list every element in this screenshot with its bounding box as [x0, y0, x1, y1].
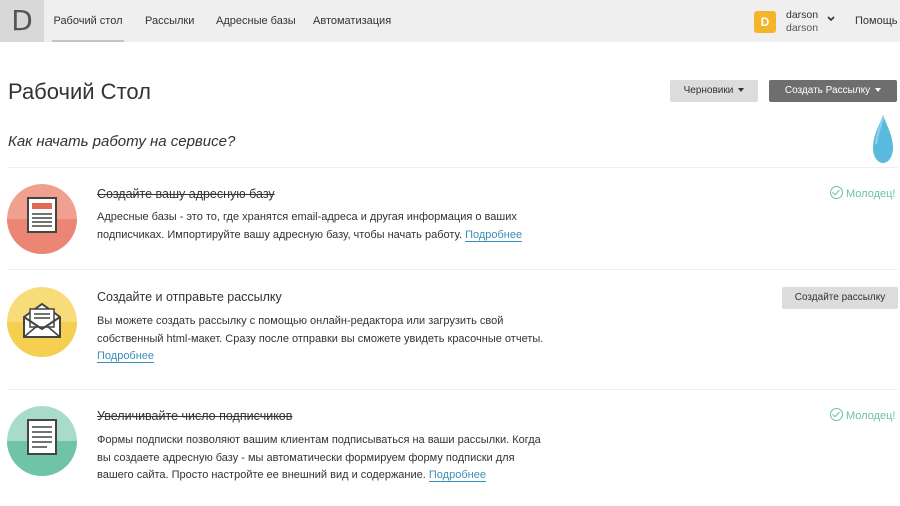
- caret-down-icon: [875, 88, 881, 92]
- page-title: Рабочий Стол: [8, 79, 151, 104]
- top-navbar: [0, 0, 900, 42]
- create-campaign-step-button[interactable]: Создайте рассылку: [782, 287, 898, 309]
- caret-down-icon: [738, 88, 744, 92]
- user-name: darson: [786, 9, 819, 21]
- step-title-grow-subscribers: Увеличивайте число подписчиков: [97, 409, 293, 423]
- step-title-send-campaign: Создайте и отправьте рассылку: [97, 290, 282, 304]
- divider: [8, 269, 898, 270]
- nav-item-dashboard[interactable]: Рабочий стол: [52, 0, 124, 42]
- droplet-icon: [872, 114, 894, 164]
- logo[interactable]: D: [0, 0, 44, 42]
- form-document-icon: [7, 406, 77, 476]
- nav-item-address-books[interactable]: Адресные базы: [216, 15, 296, 27]
- user-login: darson: [786, 22, 819, 34]
- status-badge: [830, 186, 895, 200]
- more-link[interactable]: Подробнее: [465, 228, 523, 241]
- chevron-down-icon[interactable]: [826, 13, 836, 25]
- drafts-label: Черновики: [683, 85, 734, 96]
- status-badge: [830, 408, 895, 422]
- more-link[interactable]: Подробнее: [428, 469, 486, 481]
- step-text: Вы можете создать рассылку с помощью онлайн-редактора или загрузить свой собственный html-макет. Сразу после отправки вы сможете увидеть красочные отчеты.: [97, 315, 544, 345]
- check-circle-icon: [830, 408, 843, 421]
- status-text: Молодец!: [846, 188, 896, 200]
- user-menu[interactable]: [786, 9, 818, 35]
- create-campaign-button[interactable]: [769, 80, 897, 102]
- check-circle-icon: [830, 186, 843, 199]
- divider: [8, 389, 898, 390]
- step-text: Адресные базы - это то, где хранятся email-адреса и другая информация о ваших подписчиках. Импортируйте вашу адресную базу, чтобы начать работу.: [97, 211, 517, 241]
- drafts-button[interactable]: [670, 80, 758, 102]
- envelope-icon: [7, 287, 77, 357]
- more-link[interactable]: Подробнее: [97, 350, 155, 362]
- nav-item-campaigns[interactable]: Рассылки: [145, 15, 195, 27]
- step-title-address-book: Создайте вашу адресную базу: [97, 187, 275, 201]
- create-campaign-label: Создать Рассылку: [784, 85, 871, 96]
- step-description-address-book: [97, 209, 547, 244]
- help-link[interactable]: Помощь: [855, 15, 898, 27]
- status-text: Молодец!: [846, 410, 896, 422]
- divider: [8, 167, 898, 168]
- address-book-icon: [7, 184, 77, 254]
- step-description-send-campaign: [97, 313, 547, 366]
- onboarding-subtitle: Как начать работу на сервисе?: [8, 133, 236, 150]
- step-text: Формы подписки позволяют вашим клиентам подписываться на ваши рассылки. Когда вы создаете адресную базу - мы автоматически формируем форму подписки для вашего сайта. Просто настройте ее внешний вид и содержание.: [97, 434, 541, 481]
- step-description-grow-subscribers: [97, 432, 547, 485]
- nav-item-automation[interactable]: Автоматизация: [313, 15, 392, 27]
- avatar[interactable]: D: [754, 11, 776, 33]
